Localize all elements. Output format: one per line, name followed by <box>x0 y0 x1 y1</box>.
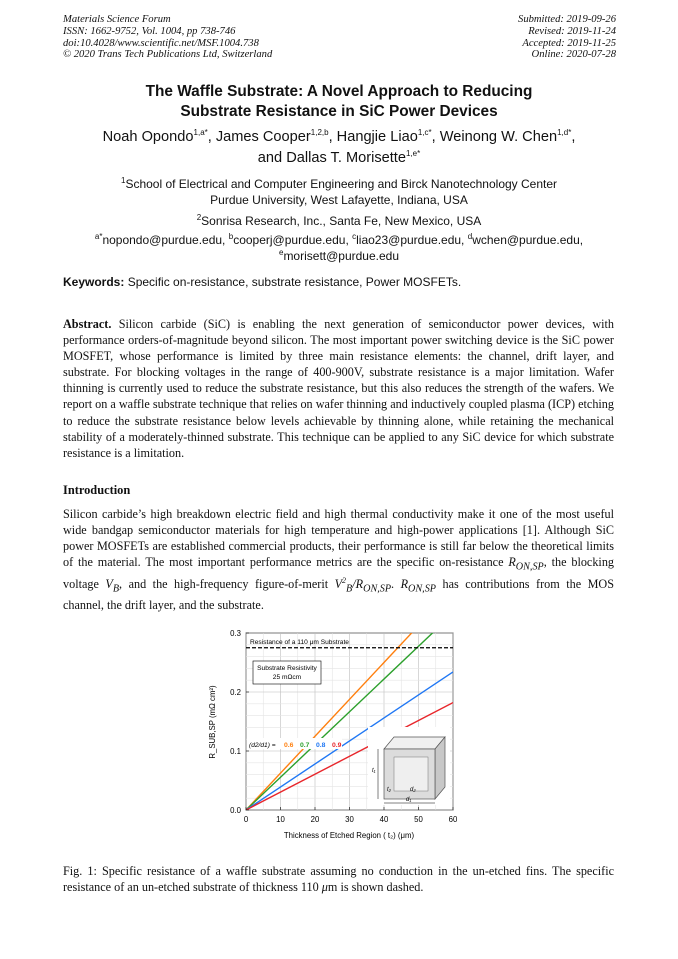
math-subscript: ON,SP <box>408 583 436 595</box>
journal-header-right <box>518 14 616 61</box>
d2-label: d₂ <box>410 787 416 793</box>
x-tick-label: 20 <box>310 815 320 824</box>
author-sup: 1,e* <box>405 149 421 159</box>
doi: doi:10.4028/www.scientific.net/MSF.1004.738 <box>63 37 259 49</box>
affiliation-2 <box>40 213 638 229</box>
affiliation-line: Sonrisa Research, Inc., Santa Fe, New Mexico, USA <box>201 214 482 228</box>
journal-header-left <box>63 14 272 61</box>
math-subscript: B <box>112 583 120 595</box>
email-sup: a* <box>94 232 103 241</box>
author-name: and Dallas T. Morisette <box>257 150 406 166</box>
email-address[interactable]: wchen@purdue.edu, <box>472 233 584 247</box>
author-sup: 1,a* <box>193 128 208 138</box>
ratio-label: 0.9 <box>332 742 342 749</box>
x-axis-label: Thickness of Etched Region ( t₂) (μm) <box>283 831 415 840</box>
intro-text: has contributions from the MOS channel, the drift layer, and the substrate. <box>63 576 615 613</box>
email-sup: c <box>352 232 357 241</box>
t1-label: t₁ <box>372 768 376 774</box>
title-line-2: Substrate Resistance in SiC Power Devices <box>180 103 498 120</box>
email-sup: b <box>228 232 234 241</box>
copyright: © 2020 Trans Tech Publications Ltd, Switzerland <box>63 49 273 61</box>
author-list: Noah Opondo$^{1,a*}$, James Cooper$^{1,2,b}$, Hangjie Liao$^{1,c*}$, Weinong W. Chen$^{1,d*}$, and Dallas T. Morisette$^{1,e*}$ <box>102 128 576 166</box>
keywords-label: Keywords: <box>63 275 125 289</box>
author-sup: 1,2,b <box>310 128 329 138</box>
submitted-date: Submitted: 2019-09-26 <box>518 14 616 25</box>
x-tick-label: 0 <box>243 815 249 824</box>
x-tick-label: 40 <box>379 815 389 824</box>
x-tick-label: 10 <box>276 815 285 824</box>
math-r-on-sp <box>508 555 544 573</box>
dashed-line-label: Resistance of a 110 μm Substrate <box>250 638 349 646</box>
math-symbol: R <box>400 576 409 591</box>
email-address[interactable]: liao23@purdue.edu, <box>356 233 465 247</box>
intro-text: . <box>391 576 401 591</box>
x-tick-label: 60 <box>448 815 458 824</box>
affiliation-1 <box>40 176 638 208</box>
inset-etched-region <box>394 757 428 791</box>
intro-text: Silicon carbide’s high breakdown electric field and high thermal conductivity make it one of the most useful wide bandgap semiconductor materials for high temperature and high-power applications [1]. Although SiC power MOSFETs are established commercial products, their performance is still far below the theoretical limits of the material. The most important performance metrics are the specific on-resistance <box>63 507 614 570</box>
ratio-label: 0.6 <box>284 742 294 749</box>
y-tick-label: 0.0 <box>230 806 241 815</box>
email-address[interactable]: morisett@purdue.edu <box>283 249 400 263</box>
d1-label: d₁ <box>406 797 412 803</box>
abstract <box>63 316 614 461</box>
inset-top-face <box>384 737 445 749</box>
math-r-on-sp <box>400 576 436 595</box>
math-subscript: ON,SP <box>363 583 392 595</box>
paper-title <box>0 82 678 122</box>
issn: ISSN: 1662-9752, Vol. 1004, pp 738-746 <box>63 25 236 37</box>
x-tick-label: 30 <box>345 815 354 824</box>
math-fom <box>334 575 392 595</box>
math-symbol: V <box>334 576 343 591</box>
author-name: James Cooper <box>215 129 311 145</box>
resistivity-box-line1: Substrate Resistivity <box>257 665 317 672</box>
affiliation-line: Purdue University, West Lafayette, Indiana, USA <box>210 193 468 207</box>
y-tick-label: 0.1 <box>230 747 241 756</box>
math-superscript: 2 <box>342 575 347 585</box>
keywords-text: Specific on-resistance, substrate resistance, Power MOSFETs. <box>124 275 462 289</box>
introduction-paragraph <box>63 506 614 613</box>
author-name: Hangjie Liao <box>336 129 418 145</box>
figure-1-caption <box>63 863 614 895</box>
math-subscript: B <box>346 583 353 595</box>
ratio-legend-prefix: (d2/d1) = <box>249 742 276 749</box>
t2-label: t₂ <box>387 787 391 793</box>
email-sup: d <box>467 232 473 241</box>
intro-text: , the blocking voltage <box>63 555 615 591</box>
math-symbol: /R <box>352 576 364 591</box>
y-tick-label: 0.3 <box>230 629 241 638</box>
revised-date: Revised: 2019-11-24 <box>528 25 616 37</box>
author-sup: 1,d* <box>557 128 572 138</box>
email-sup: e <box>278 248 284 257</box>
math-v-b <box>105 576 120 595</box>
author-sup: 1,c* <box>417 128 432 138</box>
caption-mu: μ <box>321 880 328 895</box>
abstract-label: Abstract. <box>63 317 112 331</box>
math-subscript: ON,SP <box>515 561 544 573</box>
waffle-inset-diagram <box>368 727 450 805</box>
keywords <box>63 275 461 289</box>
accepted-date: Accepted: 2019-11-25 <box>522 37 616 49</box>
math-symbol: V <box>105 576 113 591</box>
intro-text: , and the high-frequency figure-of-merit <box>119 576 335 591</box>
resistivity-box-line2: 25 mΩcm <box>272 674 302 681</box>
affiliation-line: School of Electrical and Computer Engineering and Birck Nanotechnology Center <box>125 177 558 191</box>
author-name: Noah Opondo <box>102 129 194 145</box>
x-tick-label: 50 <box>414 815 423 824</box>
y-tick-label: 0.2 <box>230 688 241 697</box>
email-address[interactable]: nopondo@purdue.edu, <box>102 233 226 247</box>
affiliation-sup: 2 <box>196 213 202 222</box>
caption-text: Fig. 1: Specific resistance of a waffle substrate assuming no conduction in the un-etched fins. The specific resistance of an un-etched substrate of thickness 110 <box>63 864 614 895</box>
ratio-label: 0.8 <box>316 742 326 749</box>
figure-1-chart <box>196 622 476 852</box>
author-name: Weinong W. Chen <box>439 129 558 145</box>
email-list <box>40 232 638 264</box>
y-axis-label: R_SUB,SP (mΩ cm²) <box>208 685 217 759</box>
affiliation-sup: 1 <box>120 176 126 185</box>
caption-text: m is shown dashed. <box>327 880 424 895</box>
email-address[interactable]: cooperj@purdue.edu, <box>233 233 349 247</box>
journal-name: Materials Science Forum <box>63 14 171 25</box>
abstract-text: Silicon carbide (SiC) is enabling the next generation of semiconductor power devices, with performance orders-of-magnitude beyond silicon. The most important power switching device is the SiC power MOSFET, whose performance is limited by three main resistance elements: the channel, drift layer, and substrate. For blocking voltages in the range of 400-900V, substrate resistance is a major limitation. Wafer thinning is currently used to reduce the substrate resistance, but this also reduces the strength of the wafers. We report on a waffle substrate technique that relies on wafer thinning and inductively coupled plasma (ICP) etching to reduce the substrate resistance below levels achievable by thinning alone, while retaining the mechanical stability of a moderately-thinned substrate. This technique can be applied to any SiC device for which substrate resistance is a limitation. <box>63 317 614 460</box>
ratio-label: 0.7 <box>300 742 310 749</box>
section-heading-introduction: Introduction <box>63 483 131 497</box>
math-symbol: R <box>508 555 516 570</box>
online-date: Online: 2020-07-28 <box>531 49 616 61</box>
title-line-1: The Waffle Substrate: A Novel Approach to Reducing <box>145 83 533 100</box>
